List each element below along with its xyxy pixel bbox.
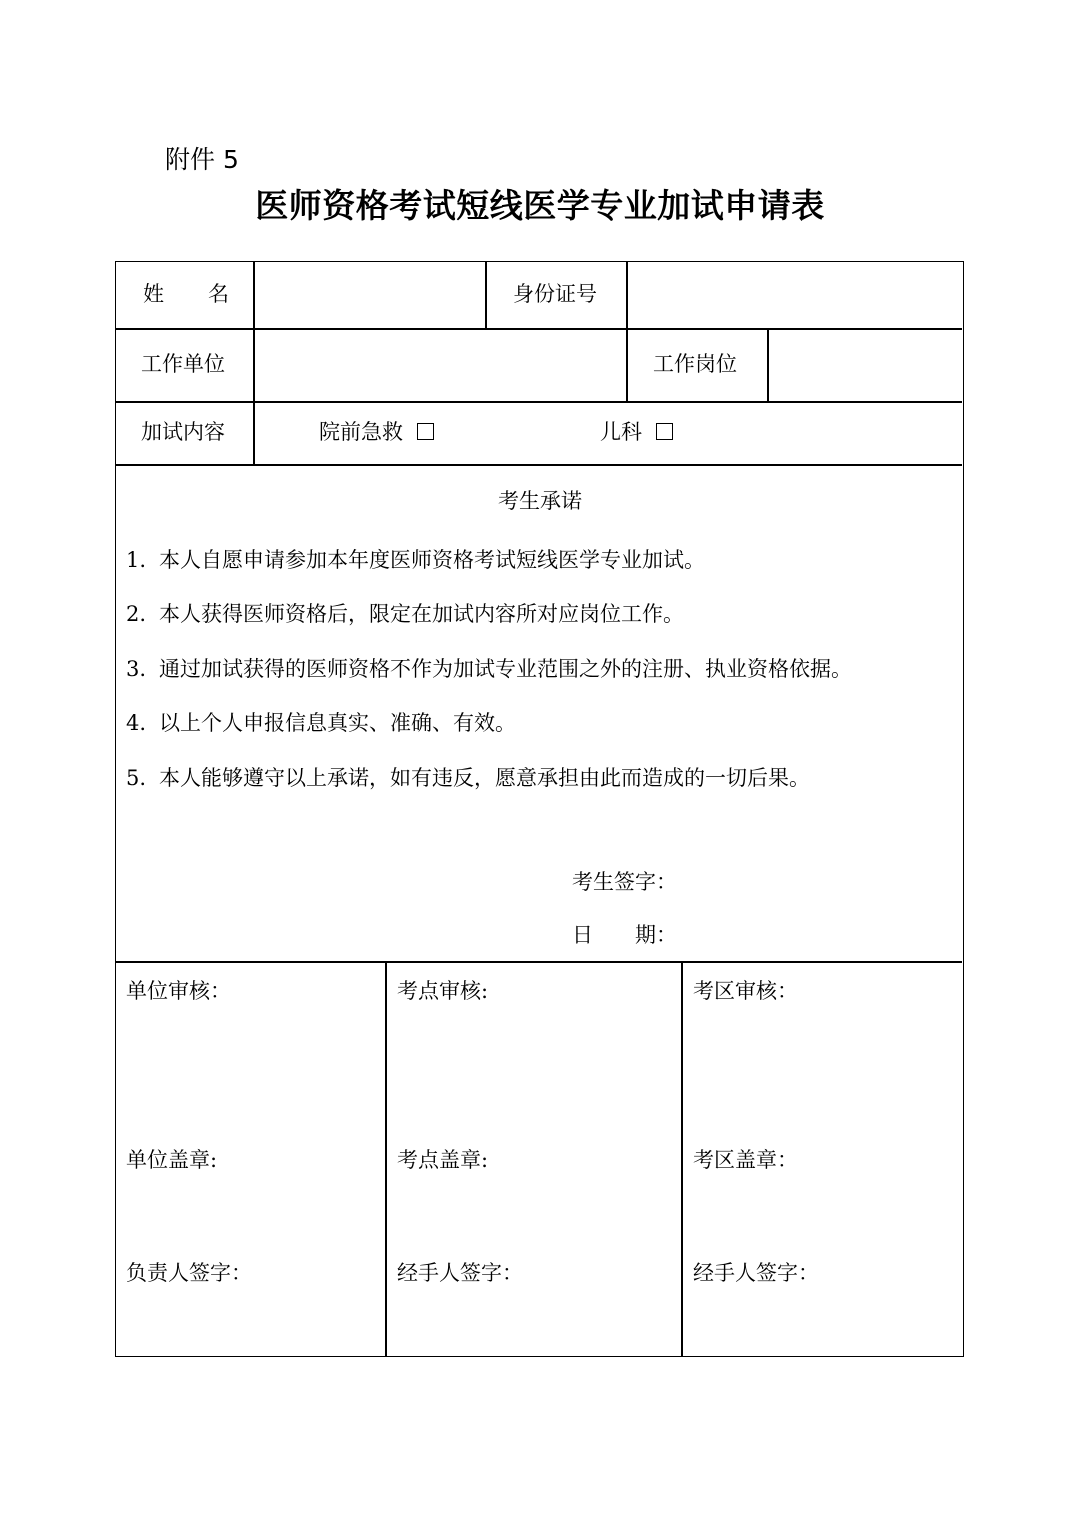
application-form [115,261,964,1357]
col-divider [626,262,628,402]
row-divider [116,464,962,466]
candidate-signature-label: 考生签字： [572,870,677,894]
exam-site-handler-signature-label: 经手人签字： [397,1261,523,1285]
col-divider [385,961,387,1357]
date-label: 日 期： [572,923,677,947]
exam-content-label: 加试内容 [141,420,225,444]
exam-district-handler-signature-label: 经手人签字： [693,1261,819,1285]
name-label: 姓 名 [143,282,229,306]
work-post-label: 工作岗位 [653,352,737,376]
col-divider [253,262,255,465]
col-divider [767,328,769,402]
checkbox[interactable] [656,423,673,440]
col-divider [681,961,683,1357]
form-title: 医师资格考试短线医学专业加试申请表 [255,186,825,225]
name-input[interactable] [256,262,484,327]
pledge-item: 3. 通过加试获得的医师资格不作为加试专业范围之外的注册、执业资格依据。 [126,657,852,681]
id-number-label: 身份证号 [513,282,597,306]
option-pediatrics[interactable] [600,422,673,443]
exam-site-review-label: 考点审核: [397,979,489,1003]
exam-site-stamp-label: 考点盖章: [397,1148,489,1172]
work-post-input[interactable] [770,330,960,400]
pledge-item: 1. 本人自愿申请参加本年度医师资格考试短线医学专业加试。 [126,548,705,572]
checkbox[interactable] [417,423,434,440]
pledge-heading: 考生承诺 [498,489,582,513]
option-label: 儿科 [600,420,642,444]
option-label: 院前急救 [319,420,403,444]
attachment-label: 附件 5 [165,145,239,174]
id-number-input[interactable] [629,262,959,327]
exam-district-stamp-label: 考区盖章： [693,1148,798,1172]
work-unit-label: 工作单位 [141,352,225,376]
pledge-item: 2. 本人获得医师资格后，限定在加试内容所对应岗位工作。 [126,602,684,626]
exam-district-review-label: 考区审核： [693,979,798,1003]
unit-head-signature-label: 负责人签字： [126,1261,252,1285]
col-divider [485,262,487,329]
row-divider [116,401,962,403]
pledge-item: 4. 以上个人申报信息真实、准确、有效。 [126,711,516,735]
option-prehospital-emergency[interactable] [319,422,434,443]
unit-review-label: 单位审核： [126,979,231,1003]
work-unit-input[interactable] [256,330,624,400]
pledge-item: 5. 本人能够遵守以上承诺，如有违反，愿意承担由此而造成的一切后果。 [126,766,810,790]
unit-stamp-label: 单位盖章: [126,1148,218,1172]
row-divider [116,961,962,963]
